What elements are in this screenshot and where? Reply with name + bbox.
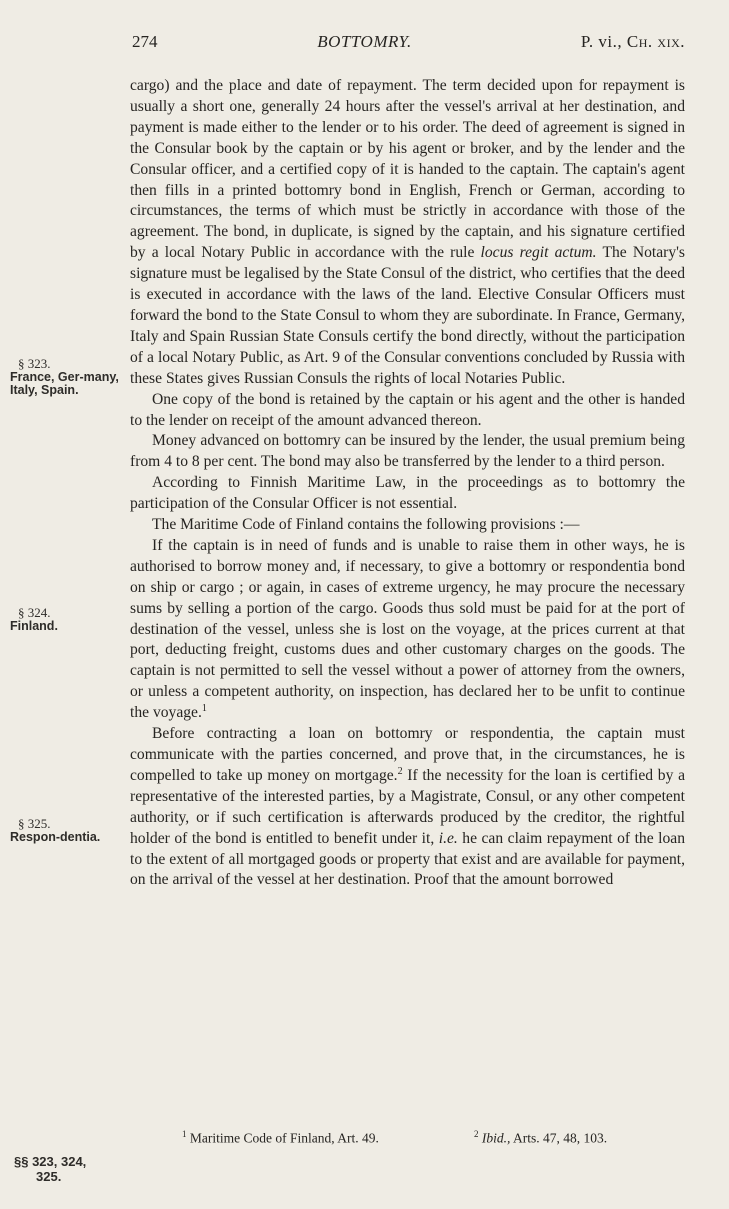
paragraph-5: The Maritime Code of Finland contains the following provisions :—	[152, 516, 580, 534]
page-header	[0, 32, 729, 56]
margin-note-section: § 325.	[18, 816, 51, 831]
part-ref: P. vi.,	[580, 32, 623, 51]
paragraph-3: Money advanced on bottomry can be insured by the lender, the usual premium being from 4 to 8 per cent. The bond may also be transferred by the lender to a third person.	[130, 432, 685, 471]
margin-note-text: Finland.	[10, 618, 58, 633]
chapter-ref	[581, 32, 685, 52]
paragraph-7: Before contracting a loan on bottomry or respondentia, the captain must communicate with the parties concerned, and prove that, in the circumstances, he is compelled to take up money on mortgage.$^2$ If the necessity for the loan is certified by a representative of the interested parties, by a Magistrate, Consul, or any other competent authority, or if such certification is afterwards produced by the creditor, the rightful holder of the bond is entitled to benefit under it, i.e. he can claim repayment of the loan to the extent of all mortgaged goods or property that exist and are available for payment, on the arrival of the vessel at her destination. Proof that the amount borrowed	[130, 725, 685, 889]
chapter-label: Ch. xix.	[626, 32, 685, 51]
paragraph-1: cargo) and the place and date of repayment. The term decided upon for repayment is usually a short one, generally 24 hours after the vessel's arrival at her destination, and payment is made either to the lender or to his order. The deed of agreement is signed in the Consular book by the captain or by his agent or broker, and by the lender and the Consular officer, and a certified copy of it is handed to the captain. The captain's agent then fills in a printed bottomry bond in English, French or German, according to circumstances, the terms of which must be strictly in accordance with those of the agreement. The bond, in duplicate, is signed by the captain, and his signature certified by a local Notary Public in accordance with the rule locus regit actum. The Notary's signature must be legalised by the State Consul of the district, who certifies that the deed is executed in accordance with the laws of the land. Elective Consular Officers must forward the bond to the State Consul to whom they are subordinate. In France, Germany, Italy and Spain Russian State Consuls certify the bond directly, without the participation of a local Notary Public, as Art. 9 of the Consular conventions concluded by Russia with these States gives Russian Consuls the rights of local Notaries Public.	[130, 77, 686, 387]
margin-note-325	[10, 817, 120, 844]
paragraph-4: According to Finnish Maritime Law, in the proceedings as to bottomry the participation of the Consular Officer is not essential.	[130, 474, 685, 513]
running-title: BOTTOMRY.	[317, 32, 412, 51]
bottom-section-note: §§ 323, 324, 325.	[14, 1154, 87, 1184]
footnote-ref[interactable]: 2	[397, 765, 403, 777]
footnote-ref[interactable]: 1	[201, 703, 207, 714]
margin-note-section: § 323.	[18, 356, 51, 371]
paragraph-2: One copy of the bond is retained by the captain or his agent and the other is handed to the lender on receipt of the amount advanced thereon.	[130, 390, 685, 429]
paragraph-6: If the captain is in need of funds and is unable to raise them in other ways, he is authorised to borrow money and, if necessary, to give a bottomry or respondentia bond on ship or cargo ; or again, in cases of extreme urgency, he may procure the necessary sums by selling a portion of the cargo. Goods thus sold must be paid for at the port of destination of the vessel, unless she is lost on the voyage, at the prices current at that port, deducting freight, customs dues and other customary charges on the goods. The captain is not permitted to sell the vessel without a power of attorney from the owners, or unless a competent authority, on inspection, has declared her to be unfit to continue the voyage.$^1$	[130, 536, 685, 722]
footnote-2: $^2$ Ibid., Arts. 47, 48, 103.	[474, 1129, 608, 1146]
margin-note-section: § 324.	[18, 605, 51, 620]
margin-note-text: France, Ger-many, Italy, Spain.	[10, 369, 119, 397]
margin-note-324	[10, 606, 120, 633]
latin-phrase: locus regit actum.	[480, 244, 597, 262]
page-number: 274	[132, 32, 158, 51]
margin-note-text: Respon-dentia.	[10, 829, 101, 844]
footnote-1: $^1$ Maritime Code of Finland, Art. 49.	[182, 1129, 379, 1146]
margin-note-323	[10, 357, 120, 398]
body-text	[130, 76, 685, 891]
